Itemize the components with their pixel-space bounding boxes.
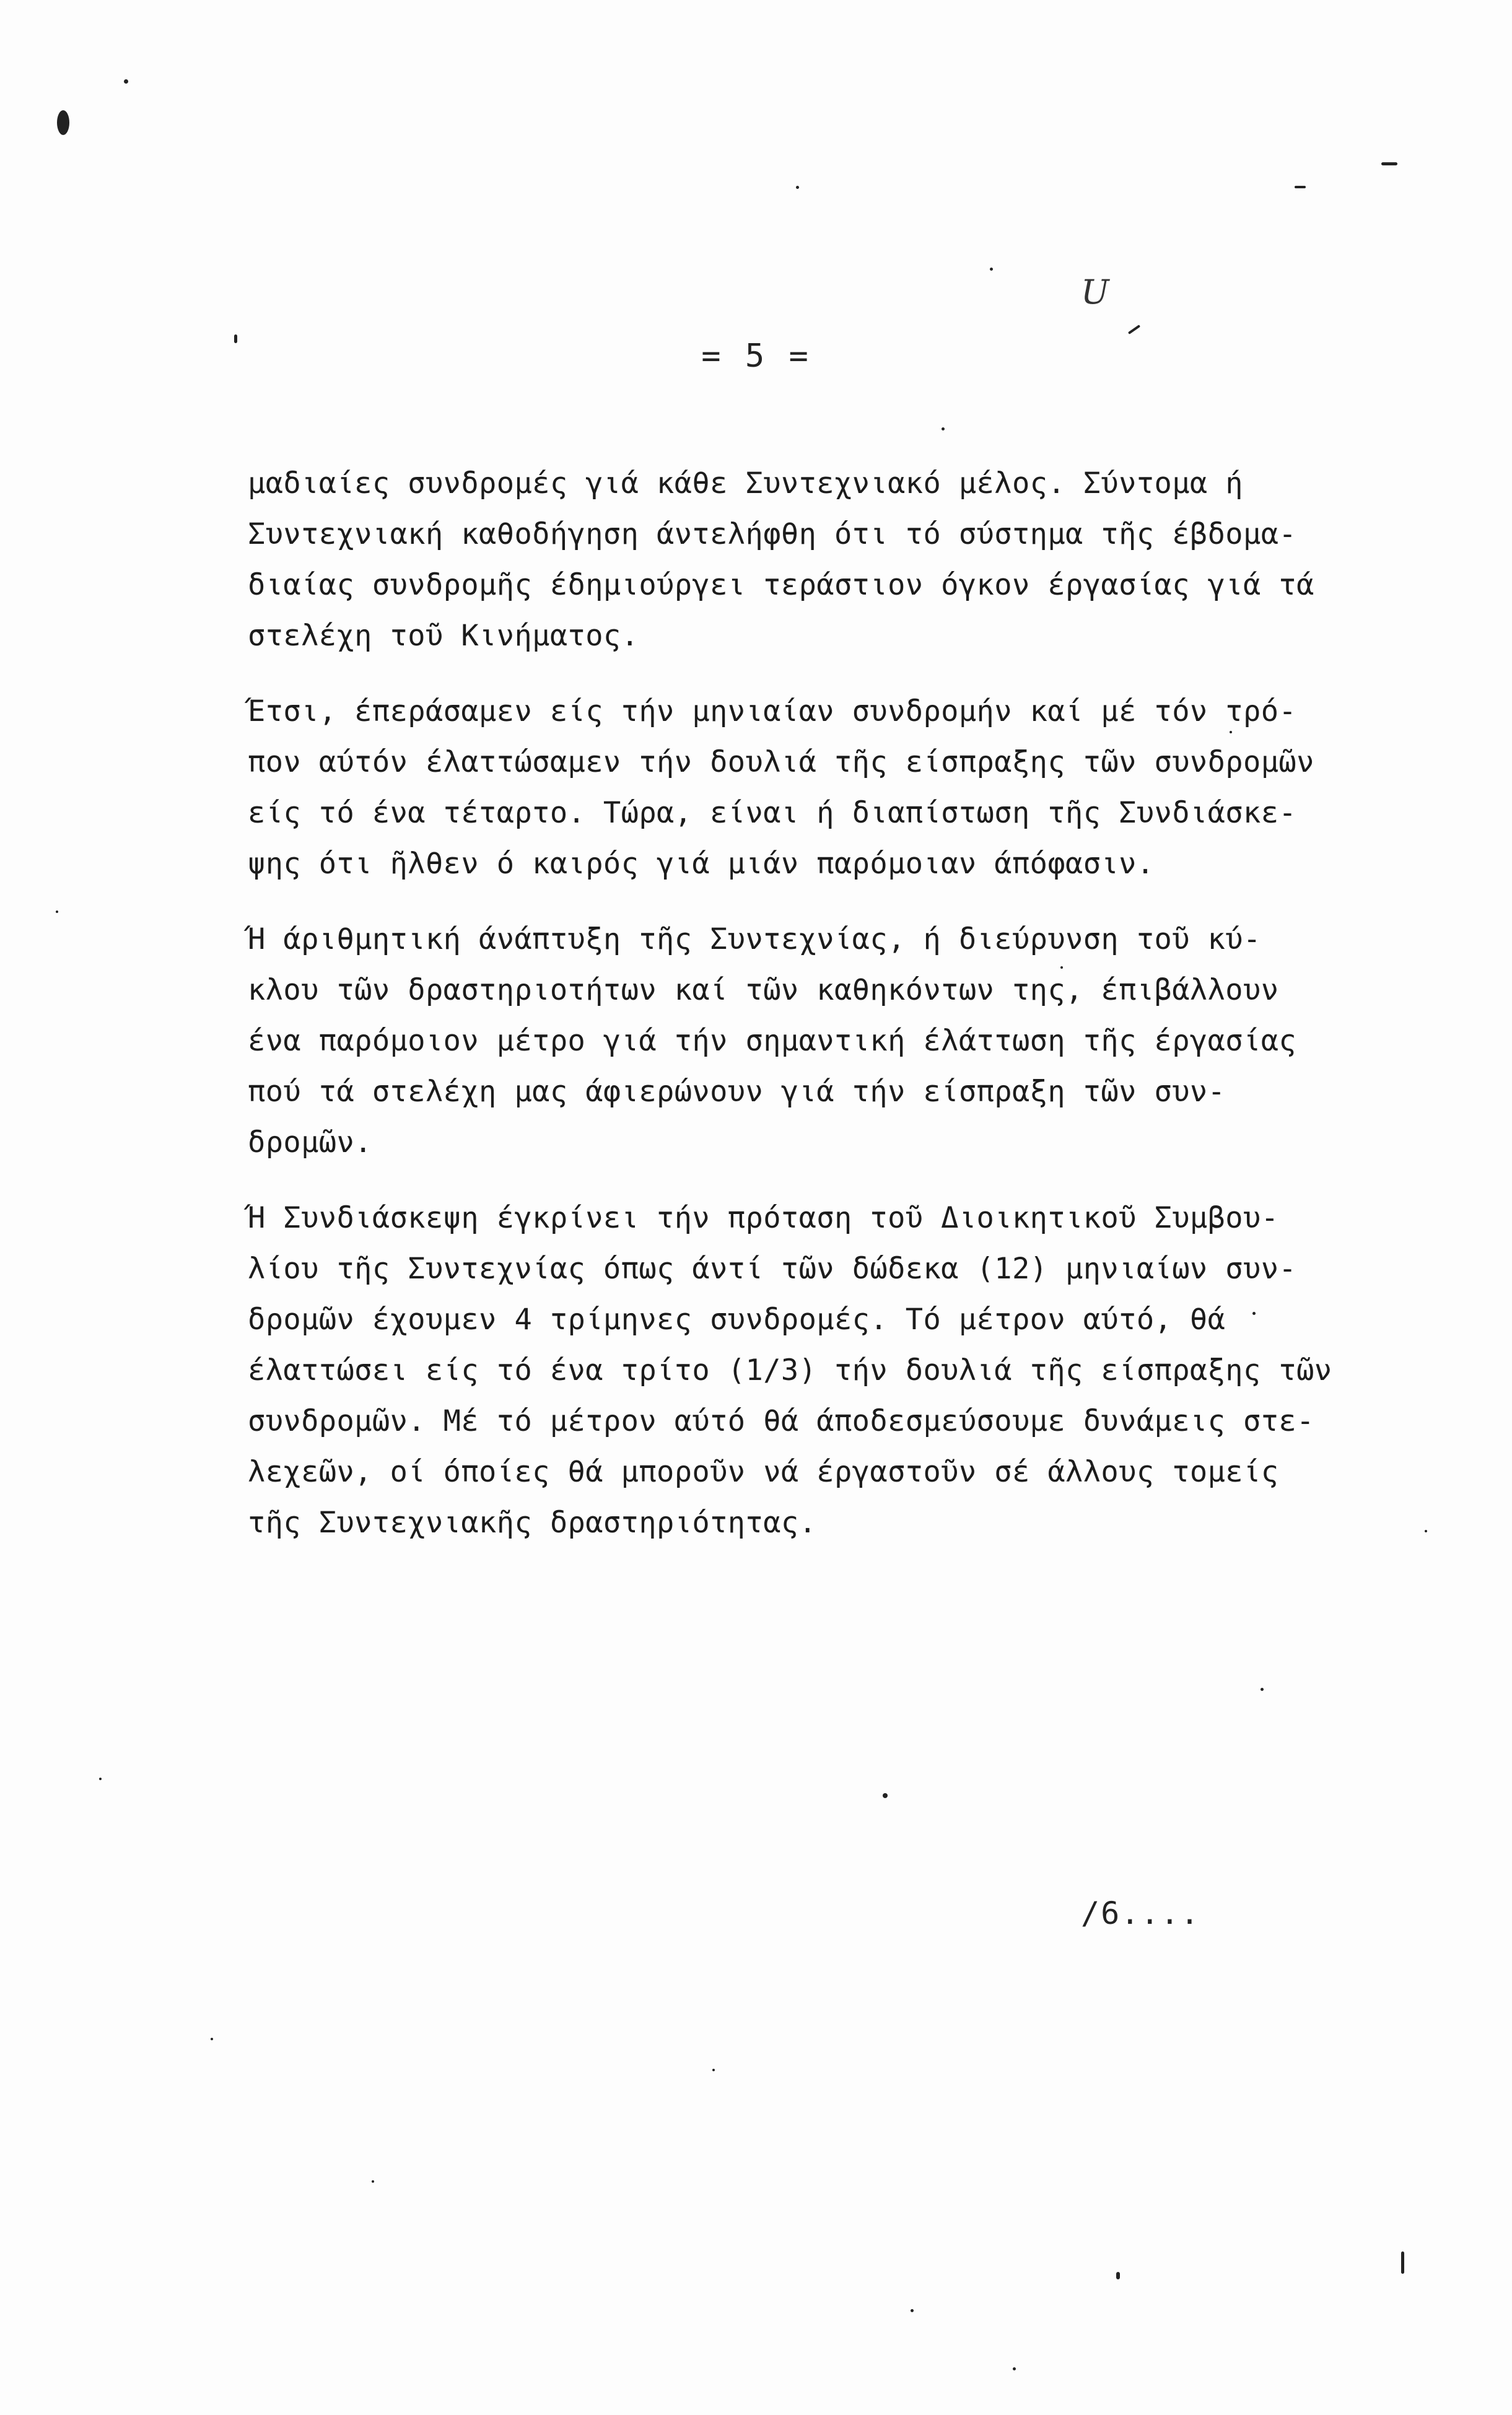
scan-speck <box>942 427 945 430</box>
text-line: Έτσι, έπεράσαμεν είς τήν μηνιαίαν συνδρομήν καί μέ τόν τρό- <box>248 694 1297 728</box>
text-line: έλαττώσει είς τό ένα τρίτο (1/3) τήν δουλιά τῆς είσπραξης τῶν <box>248 1353 1332 1387</box>
text-line: ένα παρόμοιον μέτρο γιά τήν σημαντική έλάττωση τῆς έργασίας <box>248 1024 1297 1058</box>
text-line: είς τό ένα τέταρτο. Τώρα, είναι ή διαπίστωση τῆς Συνδιάσκε- <box>248 796 1297 830</box>
scan-speck <box>883 1793 888 1798</box>
paragraph-2 <box>248 686 1381 889</box>
handwritten-mark: U <box>1081 273 1109 312</box>
scan-speck <box>372 2180 374 2183</box>
text-line: ψης ότι ῆλθεν ό καιρός γιά μιάν παρόμοιαν άπόφασιν. <box>248 847 1155 881</box>
scan-speck <box>124 79 128 84</box>
scan-speck <box>56 911 58 913</box>
text-line: στελέχη τοῦ Κινήματος. <box>248 619 639 653</box>
scan-speck <box>1013 2367 1016 2370</box>
scan-speck <box>911 2309 914 2312</box>
scan-speck <box>57 110 69 135</box>
scan-speck <box>1381 162 1397 165</box>
text-line: Συντεχνιακή καθοδήγηση άντελήφθη ότι τό σύστημα τῆς έβδομα- <box>248 517 1297 551</box>
body-text <box>248 458 1381 1573</box>
text-line: πον αύτόν έλαττώσαμεν τήν δουλιά τῆς είσπραξης τῶν συνδρομῶν <box>248 745 1314 779</box>
text-line: μαδιαίες συνδρομές γιά κάθε Συντεχνιακό μέλος. Σύντομα ή <box>248 466 1243 500</box>
text-line: λίου τῆς Συντεχνίας όπως άντί τῶν δώδεκα (12) μηνιαίων συν- <box>248 1252 1297 1286</box>
text-line: διαίας συνδρομῆς έδημιούργει τεράστιον όγκον έργασίας γιά τά <box>248 568 1314 602</box>
scan-speck <box>1425 1530 1427 1532</box>
paragraph-3 <box>248 914 1381 1168</box>
scan-speck <box>712 2069 715 2071</box>
scan-speck <box>1295 186 1306 188</box>
scan-speck <box>211 2038 213 2040</box>
page-number: = 5 = <box>701 338 811 375</box>
text-line: λεχεῶν, οί όποίες θά μποροῦν νά έργαστοῦν σέ άλλους τομείς <box>248 1455 1279 1489</box>
scan-speck <box>1116 2272 1120 2279</box>
text-line: Ή άριθμητική άνάπτυξη τῆς Συντεχνίας, ή διεύρυνση τοῦ κύ- <box>248 922 1261 956</box>
continuation-marker: /6.... <box>1081 1895 1200 1931</box>
scan-speck <box>1261 1688 1264 1691</box>
text-line: κλου τῶν δραστηριοτήτων καί τῶν καθηκόντων της, έπιβάλλουν <box>248 973 1279 1007</box>
scan-speck <box>796 186 799 189</box>
scan-speck <box>99 1778 102 1780</box>
text-line: δρομῶν έχουμεν 4 τρίμηνες συνδρομές. Τό μέτρον αύτό, θά <box>248 1303 1226 1337</box>
scan-speck <box>1401 2251 1404 2274</box>
text-line: τῆς Συντεχνιακῆς δραστηριότητας. <box>248 1506 817 1540</box>
scan-speck <box>990 268 993 271</box>
scan-speck <box>1128 325 1140 334</box>
paragraph-4 <box>248 1193 1381 1548</box>
text-line: συνδρομῶν. Μέ τό μέτρον αύτό θά άποδεσμεύσουμε δυνάμεις στε- <box>248 1404 1314 1438</box>
text-line: δρομῶν. <box>248 1125 372 1159</box>
paragraph-1 <box>248 458 1381 662</box>
text-line: Ή Συνδιάσκεψη έγκρίνει τήν πρόταση τοῦ Διοικητικοῦ Συμβου- <box>248 1201 1279 1235</box>
text-line: πού τά στελέχη μας άφιερώνουν γιά τήν είσπραξη τῶν συν- <box>248 1075 1226 1109</box>
